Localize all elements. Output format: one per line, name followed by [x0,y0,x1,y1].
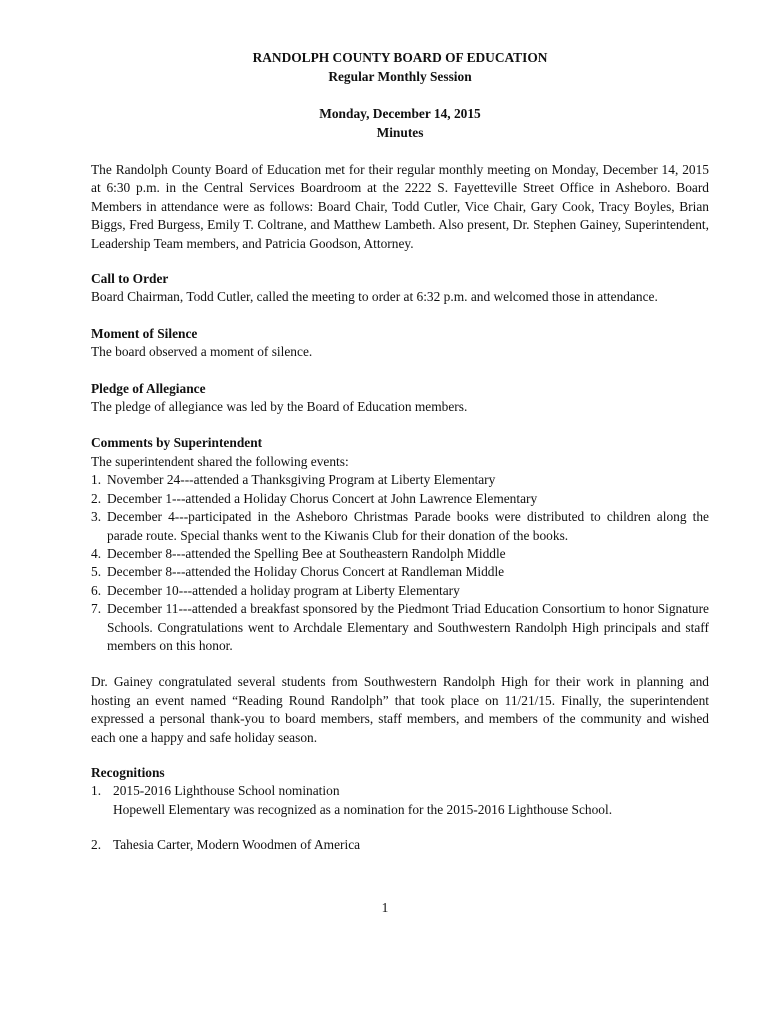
list-item-text: December 10---attended a holiday program at Liberty Elementary [107,582,460,598]
call-to-order-section [91,270,709,307]
list-item-number: 6. [91,582,102,598]
pledge-section [91,380,709,417]
document-type: Minutes [376,125,424,140]
recognition-title: 2015-2016 Lighthouse School nomination [113,783,340,799]
page-number: 1 [381,900,389,915]
intro-paragraph: The Randolph County Board of Education met for their regular monthly meeting on Monday, December 14, 2015 at 6:30 p.m. in the Central Services Boardroom at the 2222 S. Fayetteville Street Office in Asheboro. Board Members in attendance were as follows: Board Chair, Todd Cutler, Vice Chair, Gary Cook, Tracy Boyles, Brian Biggs, Fred Burgess, Emily T. Coltrane, and Matthew Lambeth. Also present, Dr. Stephen Gainey, Superintendent, Leadership Team members, and Patricia Goodson, Attorney. [91,162,709,251]
session-title: Regular Monthly Session [328,69,472,84]
list-item-text: November 24---attended a Thanksgiving Program at Liberty Elementary [107,472,496,488]
recognition-detail: Hopewell Elementary was recognized as a nomination for the 2015-2016 Lighthouse School. [113,801,613,817]
list-item [91,563,709,581]
list-item [91,490,709,508]
list-item-number: 5. [91,564,102,580]
date-block [91,104,709,142]
list-item-text: December 11---attended a breakfast sponsored by the Piedmont Triad Education Consortium to honor Signature Schools. Congratulations went to Archdale Elementary and Southwestern Randolph High principals and staff members on this honor. [107,601,709,653]
meeting-date: Monday, December 14, 2015 [319,106,481,121]
list-item-number: 4. [91,545,102,561]
list-item-number: 2. [91,490,102,506]
document-title-block [91,48,709,86]
call-to-order-text: Board Chairman, Todd Cutler, called the meeting to order at 6:32 p.m. and welcomed those in attendance. [91,289,658,305]
list-item-text: December 8---attended the Spelling Bee at Southeastern Randolph Middle [107,545,506,561]
superintendent-section [91,434,709,655]
list-item [91,582,709,600]
recognition-detail-line [91,801,709,819]
pledge-heading: Pledge of Allegiance [91,380,206,396]
recognition-title-line [91,782,709,800]
superintendent-closing-paragraph: Dr. Gainey congratulated several students from Southwestern Randolph High for their work in planning and hosting an event named “Reading Round Randolph” that took place on 11/21/15. Finally, the superintendent expressed a personal thank-you to board members, staff members, and members of the community and wished each one a happy and safe holiday season. [91,674,709,745]
list-item-number: 1. [91,472,102,488]
list-item-text: December 4---participated in the Asheboro Christmas Parade books were distributed to children along the parade route. Special thanks went to the Kiwanis Club for their donation of the books. [107,509,709,543]
moment-of-silence-text: The board observed a moment of silence. [91,344,313,360]
call-to-order-heading: Call to Order [91,271,169,287]
list-item-text: December 1---attended a Holiday Chorus Concert at John Lawrence Elementary [107,490,538,506]
recognition-title: Tahesia Carter, Modern Woodmen of America [113,837,361,853]
recognition-number: 2. [91,837,102,853]
list-item [91,508,709,545]
list-item [91,545,709,563]
document-page [91,48,709,872]
moment-of-silence-heading: Moment of Silence [91,325,198,341]
list-item [91,600,709,655]
list-item-number: 7. [91,601,102,617]
recognitions-heading: Recognitions [91,764,165,780]
superintendent-heading: Comments by Superintendent [91,435,263,451]
superintendent-intro: The superintendent shared the following events: [91,453,349,469]
list-item-text: December 8---attended the Holiday Chorus Concert at Randleman Middle [107,564,505,580]
recognition-number: 1. [91,783,102,799]
list-item [91,471,709,489]
organization-title: RANDOLPH COUNTY BOARD OF EDUCATION [252,50,548,65]
recognitions-section [91,764,709,855]
pledge-text: The pledge of allegiance was led by the Board of Education members. [91,399,468,415]
superintendent-events-list [91,471,709,655]
recognition-item [91,836,709,854]
recognition-item [91,782,709,819]
list-item-number: 3. [91,509,102,525]
recognition-title-line [91,836,709,854]
moment-of-silence-section [91,325,709,362]
